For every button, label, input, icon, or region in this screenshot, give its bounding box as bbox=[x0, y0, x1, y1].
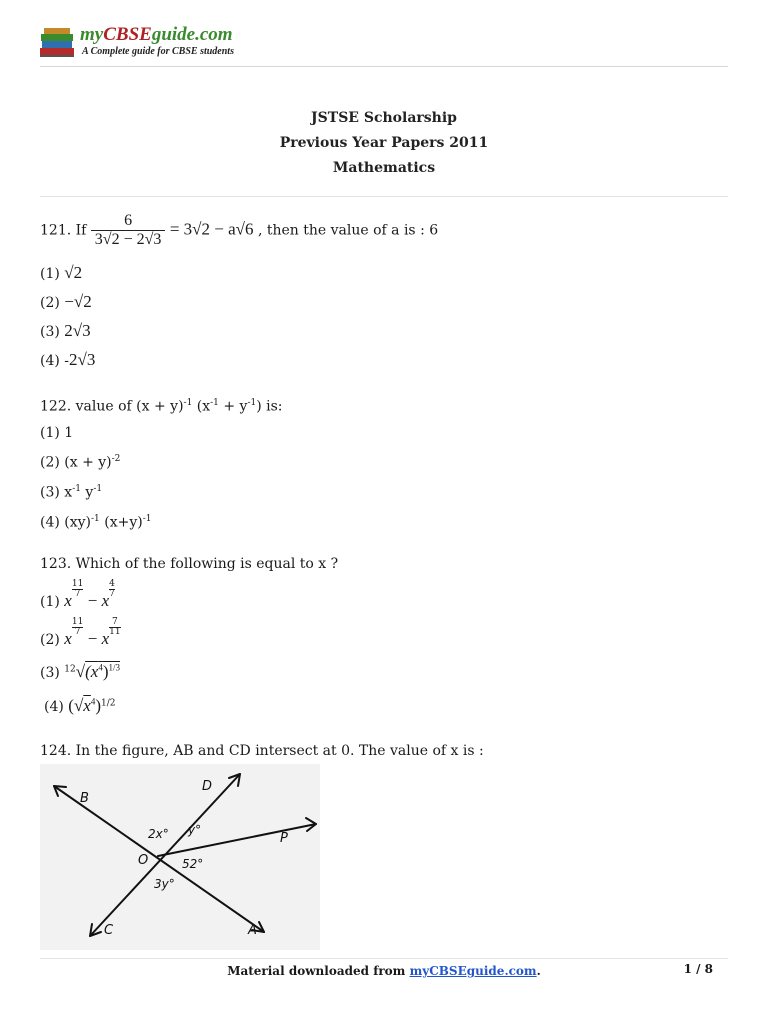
q123-opt3-root-index: 12 bbox=[64, 664, 76, 675]
q121-denominator: 3√2 − 2√3 bbox=[91, 230, 166, 249]
label-b: B bbox=[80, 791, 89, 806]
q123-option-4: (4) $(√x^4)^{1/2}$ bbox=[44, 696, 116, 715]
question-124: 124. In the figure, AB and CD intersect at 0. The value of x is : bbox=[40, 743, 484, 759]
logo-wordmark: myCBSEguide.com bbox=[80, 24, 233, 45]
q121-option-2-expr: −√2 bbox=[64, 292, 92, 311]
title-line-1: JSTSE Scholarship bbox=[311, 110, 457, 126]
angle-2x: 2x° bbox=[148, 827, 169, 841]
angle-3y: 3y° bbox=[154, 877, 175, 891]
q121-prefix: 121. If bbox=[40, 222, 87, 239]
footer-divider bbox=[40, 958, 728, 959]
q121-option-1-expr: √2 bbox=[64, 263, 83, 282]
q123-option-1: (1) $x\frac{11}{7}$ − $x\frac{4}{7}$ bbox=[40, 579, 115, 610]
header-divider bbox=[40, 66, 728, 67]
q121-option-2: (2) −√2 bbox=[40, 292, 92, 311]
q121-numerator: 6 bbox=[124, 212, 133, 229]
question-122: 122. value of $(x + y)^{-1}$ $(x^{-1} + y^{-1})$ is: bbox=[40, 398, 283, 415]
intersecting-lines-diagram bbox=[40, 764, 320, 950]
question-121 bbox=[40, 212, 438, 249]
q121-option-1: (1) √2 bbox=[40, 263, 83, 282]
label-c: C bbox=[104, 923, 114, 938]
site-header bbox=[38, 24, 278, 64]
footer-text: Material downloaded from myCBSEguide.com. bbox=[227, 964, 541, 978]
label-o: O bbox=[138, 853, 149, 868]
q123-opt1-exp-a: $\frac{11}{7}$ bbox=[71, 579, 84, 599]
q124-figure bbox=[40, 764, 320, 950]
q121-option-4: (4) -2√3 bbox=[40, 350, 96, 369]
q121-fraction bbox=[91, 212, 166, 249]
page-number: 1 / 8 bbox=[683, 962, 713, 976]
q122-option-4: (4) (xy)$^{-1}$ $(x+y)^{-1}$ bbox=[40, 514, 152, 531]
title-divider bbox=[40, 196, 728, 197]
q121-option-4-expr: 2√3 bbox=[69, 350, 96, 369]
line-ab bbox=[54, 786, 264, 932]
title-line-2: Previous Year Papers 2011 bbox=[279, 135, 489, 151]
line-op bbox=[158, 824, 316, 856]
q121-suffix: , then the value of a is : 6 bbox=[257, 222, 439, 239]
label-p: P bbox=[280, 831, 288, 846]
q123-opt1-exp-b: $\frac{4}{7}$ bbox=[109, 579, 115, 599]
label-a: A bbox=[248, 923, 257, 938]
q123-opt2-exp-b: $\frac{7}{11}$ bbox=[109, 617, 121, 637]
q122-option-1: (1) 1 bbox=[40, 425, 74, 441]
books-logo-icon bbox=[38, 26, 78, 60]
angle-52: 52° bbox=[182, 857, 204, 871]
q122-option-3: (3) $x^{-1}$ $y^{-1}$ bbox=[40, 484, 103, 501]
q121-option-3: (3) 2√3 bbox=[40, 321, 91, 340]
angle-y: y° bbox=[188, 823, 202, 837]
logo-tagline: A Complete guide for CBSE students bbox=[82, 46, 234, 57]
q123-option-3: (3) $^{12}√(x^4)^{1/3}$ bbox=[40, 662, 120, 681]
q123-option-2: (2) $x\frac{11}{7}$ − $x\frac{7}{11}$ bbox=[40, 617, 121, 648]
title-line-3: Mathematics bbox=[332, 160, 436, 176]
question-123: 123. Which of the following is equal to x ? bbox=[40, 556, 339, 572]
q122-option-2: (2) $(x + y)^{-2}$ bbox=[40, 454, 121, 471]
label-d: D bbox=[202, 779, 213, 794]
q121-option-3-expr: 2√3 bbox=[64, 321, 91, 340]
q123-opt2-exp-a: $\frac{11}{7}$ bbox=[71, 617, 84, 637]
footer-link[interactable]: myCBSEguide.com bbox=[409, 964, 537, 978]
q121-rhs: = 3√2 − a√6 bbox=[169, 219, 254, 239]
